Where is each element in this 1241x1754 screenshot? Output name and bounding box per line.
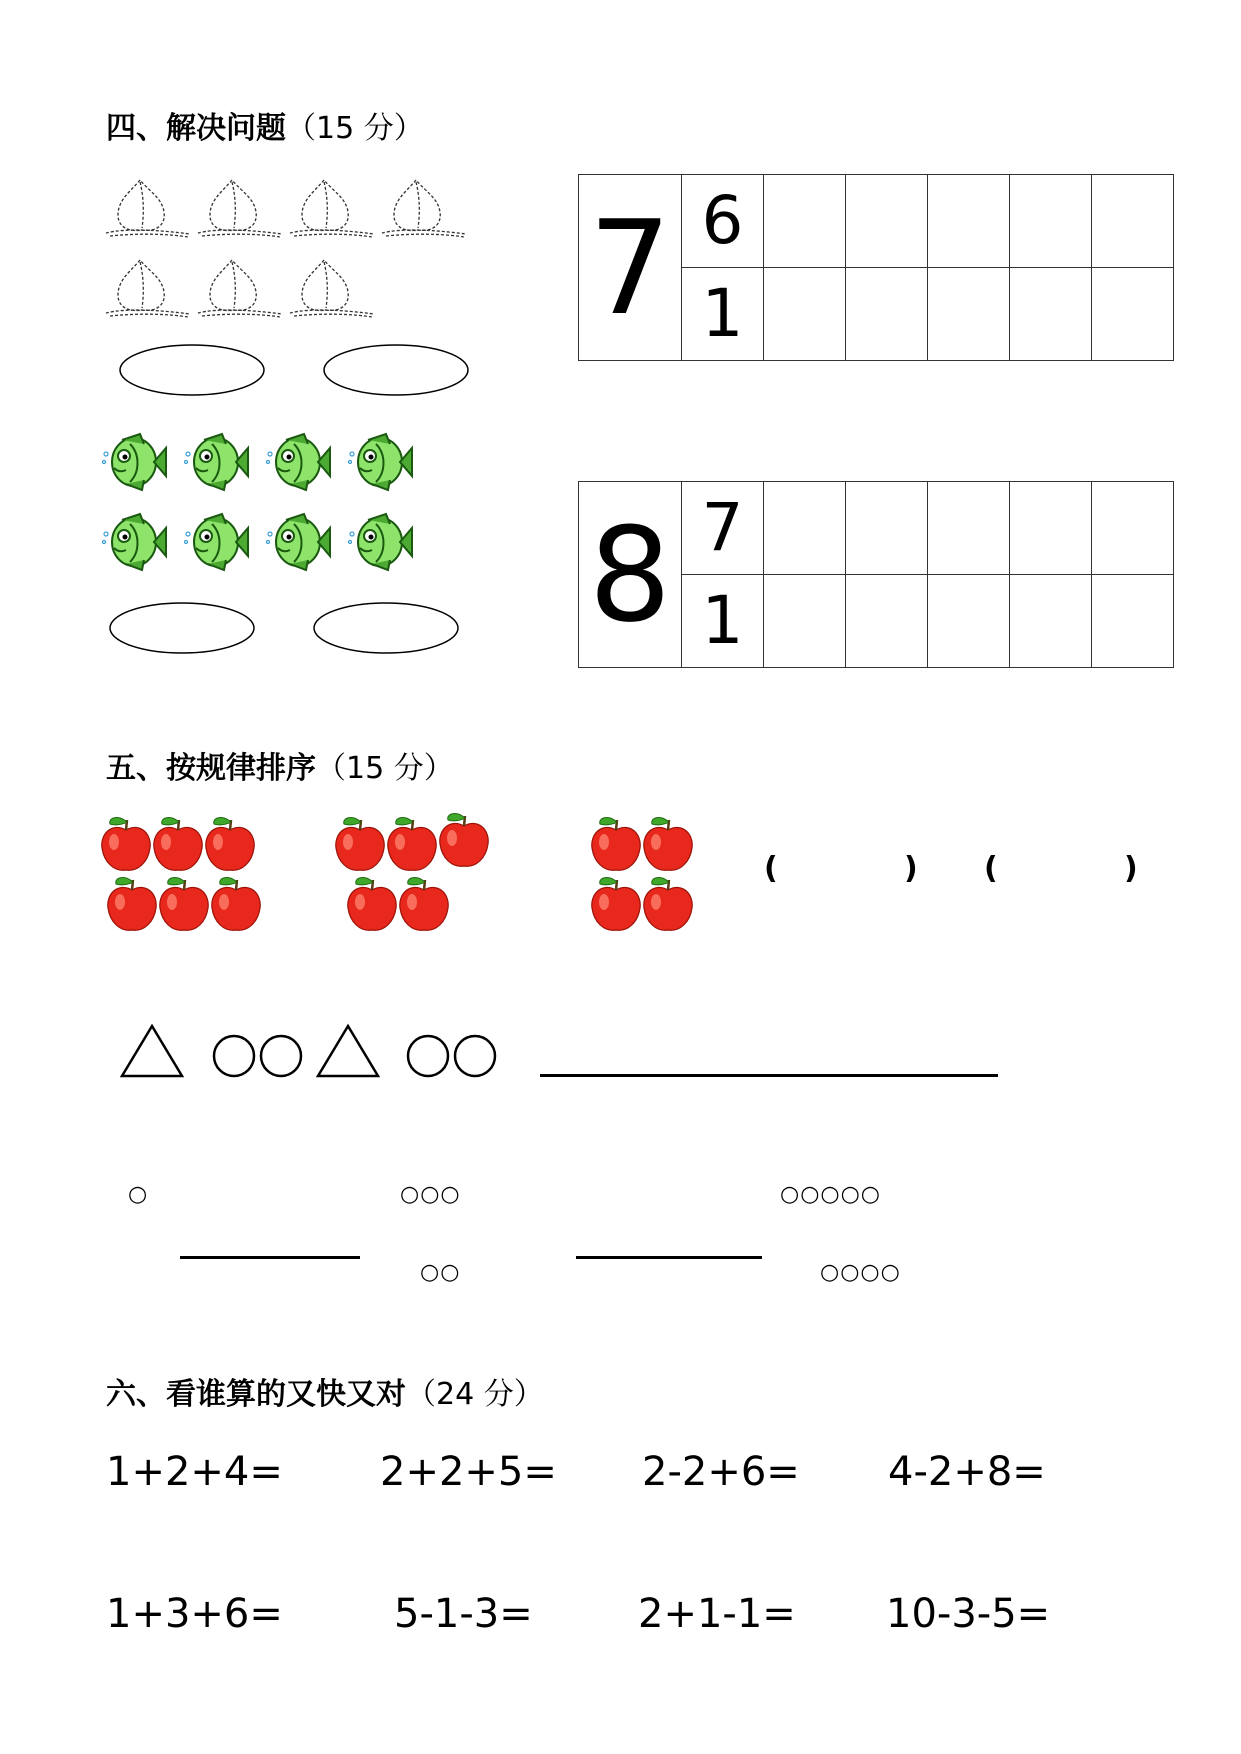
fish-icon (185, 514, 249, 570)
apple-icon (592, 878, 640, 931)
decomposition-part: 7 (682, 482, 764, 575)
answer-cell[interactable] (928, 268, 1010, 361)
decomposition-total: 8 (579, 482, 682, 668)
dot-group: ○○○○○ (780, 1182, 881, 1207)
section-four-points: （15 分） (286, 111, 424, 146)
paren-open: ( (764, 851, 778, 886)
circle-icon (455, 1036, 495, 1076)
apple-icon (644, 818, 692, 871)
fish-icon (185, 434, 249, 490)
dot-group: ○○ (420, 1260, 461, 1285)
peach-icon (290, 180, 374, 237)
answer-cell[interactable] (764, 175, 846, 268)
equation: 2+2+5= (380, 1449, 557, 1495)
equation: 2+1-1= (638, 1591, 796, 1637)
decomposition-grid-7 (578, 174, 1174, 361)
dot-group: ○ (128, 1182, 149, 1207)
peach-icon (106, 180, 190, 237)
dot-group: ○○○○ (820, 1260, 901, 1285)
peach-icon (290, 260, 374, 317)
equation: 1+3+6= (106, 1591, 283, 1637)
decomposition-part: 6 (682, 175, 764, 268)
answer-cell[interactable] (928, 575, 1010, 668)
circle-icon (214, 1036, 254, 1076)
equation: 2-2+6= (642, 1449, 800, 1495)
answer-cell[interactable] (1010, 482, 1092, 575)
fish-answer-ovals (100, 598, 480, 658)
answer-cell[interactable] (764, 268, 846, 361)
answer-cell[interactable] (846, 175, 928, 268)
apple-icon (592, 818, 640, 871)
fish-icon (103, 514, 167, 570)
answer-cell[interactable] (764, 575, 846, 668)
apple-icon (206, 818, 254, 871)
peach-icon (106, 260, 190, 317)
answer-cell[interactable] (846, 575, 928, 668)
paren-close: ) (904, 851, 918, 886)
paren-answer-blank[interactable] (1004, 848, 1124, 888)
answer-cell[interactable] (764, 482, 846, 575)
circle-icon (408, 1036, 448, 1076)
shape-pattern-answer-line[interactable] (540, 1074, 998, 1077)
apple-icon (108, 878, 156, 931)
triangle-icon (122, 1026, 182, 1076)
section-four-heading (106, 111, 424, 146)
dot-group: ○○○ (400, 1182, 461, 1207)
paren-open: ( (984, 851, 998, 886)
section-five-heading (106, 751, 454, 786)
equation: 10-3-5= (886, 1591, 1051, 1637)
section-five-title: 五、按规律排序 (106, 751, 316, 786)
circle-icon (261, 1036, 301, 1076)
apple-icon (212, 878, 260, 931)
fish-illustration-group (100, 430, 440, 590)
answer-cell[interactable] (846, 482, 928, 575)
answer-cell[interactable] (1092, 575, 1174, 668)
answer-cell[interactable] (846, 268, 928, 361)
section-six-points: （24 分） (406, 1377, 544, 1412)
apple-icon (440, 814, 488, 867)
answer-oval[interactable] (314, 603, 458, 653)
answer-cell[interactable] (1092, 482, 1174, 575)
section-four-title: 四、解决问题 (106, 111, 286, 146)
paren-answer-blank[interactable] (784, 848, 904, 888)
apple-icon (336, 818, 384, 871)
answer-cell[interactable] (1010, 575, 1092, 668)
answer-oval[interactable] (110, 603, 254, 653)
paren-close: ) (1124, 851, 1138, 886)
apple-icon (388, 818, 436, 871)
apple-icon (644, 878, 692, 931)
answer-oval[interactable] (120, 345, 264, 395)
dot-pattern-answer-line[interactable] (180, 1256, 360, 1259)
shape-pattern (120, 1020, 520, 1090)
peach-icon (382, 180, 466, 237)
section-five-points: （15 分） (316, 751, 454, 786)
answer-oval[interactable] (324, 345, 468, 395)
apple-icon (154, 818, 202, 871)
answer-cell[interactable] (1092, 268, 1174, 361)
apple-icon (160, 878, 208, 931)
fish-icon (103, 434, 167, 490)
equation: 5-1-3= (394, 1591, 533, 1637)
section-six-title: 六、看谁算的又快又对 (106, 1377, 406, 1412)
fish-icon (267, 514, 331, 570)
answer-cell[interactable] (1010, 175, 1092, 268)
fish-icon (267, 434, 331, 490)
peach-illustration-group (100, 170, 500, 330)
dot-pattern-answer-line[interactable] (576, 1256, 762, 1259)
apple-icon (348, 878, 396, 931)
answer-cell[interactable] (928, 482, 1010, 575)
apple-pattern-group (100, 810, 720, 950)
decomposition-part: 1 (682, 575, 764, 668)
answer-cell[interactable] (1010, 268, 1092, 361)
section-six-heading (106, 1377, 544, 1412)
triangle-icon (318, 1026, 378, 1076)
answer-cell[interactable] (928, 175, 1010, 268)
peach-icon (198, 260, 282, 317)
apple-icon (400, 878, 448, 931)
apple-icon (102, 818, 150, 871)
fish-icon (349, 434, 413, 490)
decomposition-part: 1 (682, 268, 764, 361)
decomposition-total: 7 (579, 175, 682, 361)
peach-icon (198, 180, 282, 237)
equation: 1+2+4= (106, 1449, 283, 1495)
peach-answer-ovals (100, 340, 480, 400)
answer-cell[interactable] (1092, 175, 1174, 268)
decomposition-grid-8 (578, 481, 1174, 668)
equation: 4-2+8= (888, 1449, 1046, 1495)
fish-icon (349, 514, 413, 570)
